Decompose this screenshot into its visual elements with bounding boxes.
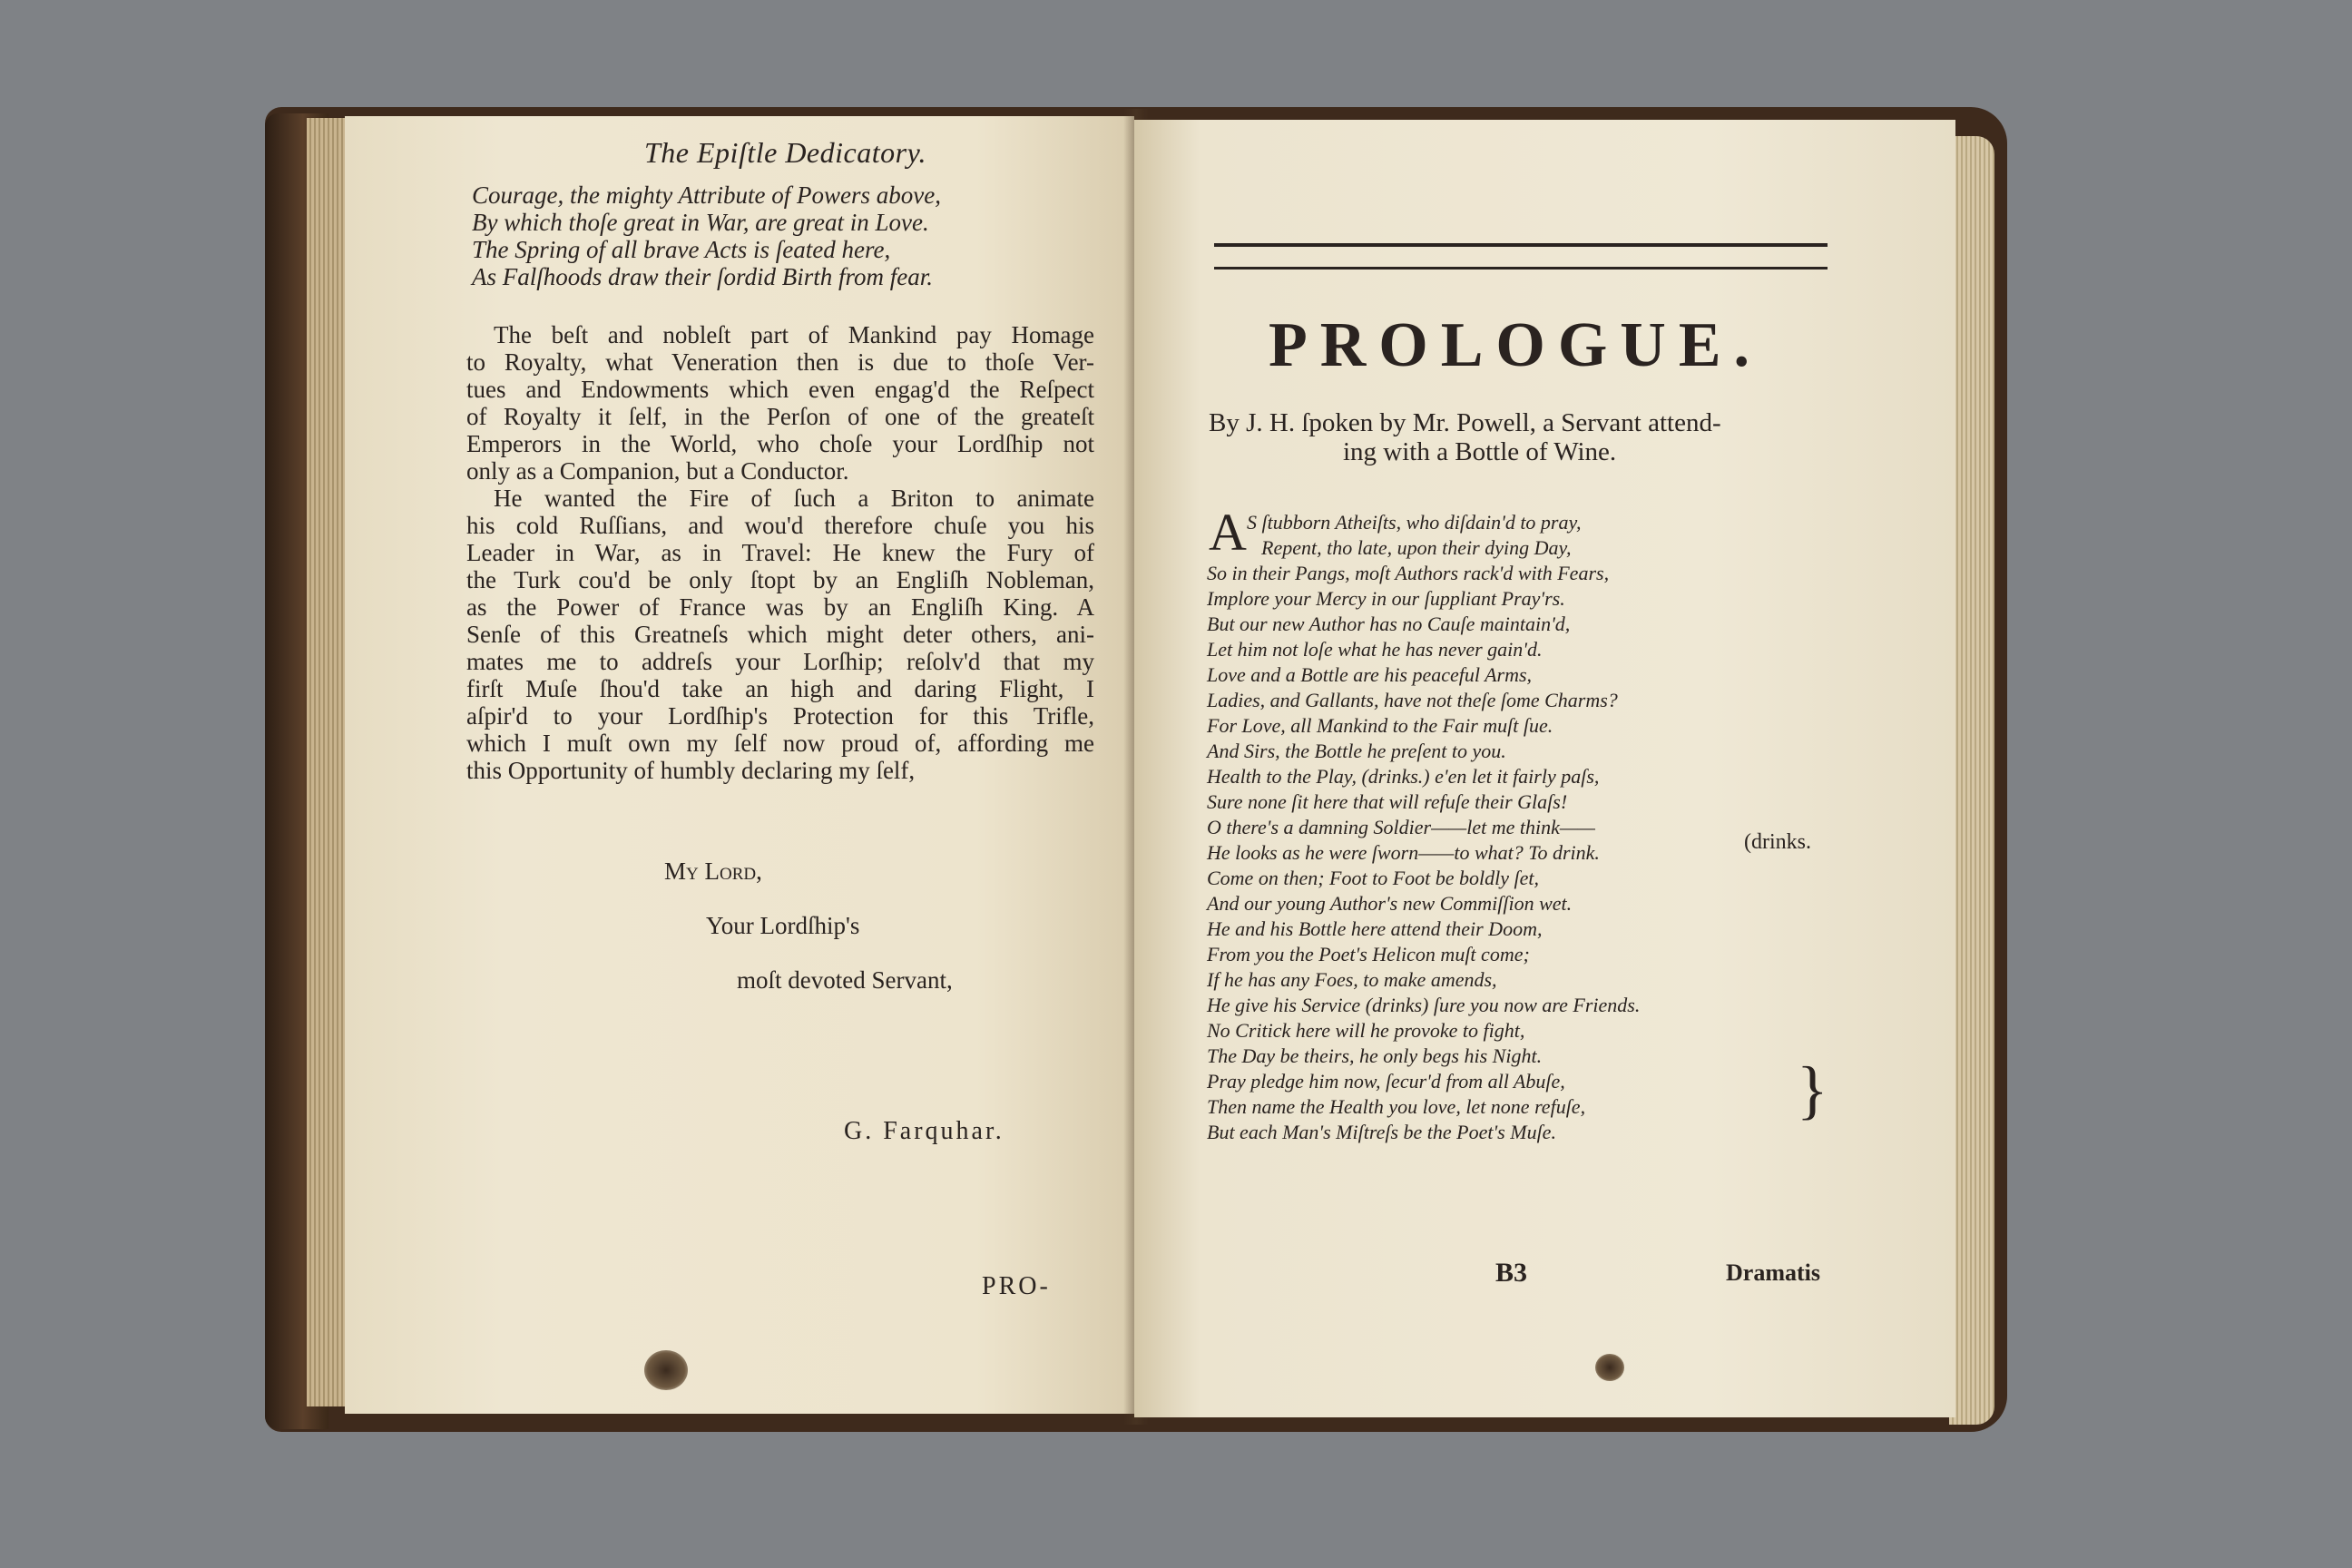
prose-line: of Royalty it ſelf, in the Perſon of one of the greateſt	[466, 403, 1094, 430]
poem-line: If he has any Foes, to make amends,	[1207, 968, 1497, 991]
poem-line: Pray pledge him now, ſecur'd from all Abuſe,	[1207, 1070, 1565, 1093]
poem-line: And Sirs, the Bottle he preſent to you.	[1207, 740, 1506, 762]
poem-line: S ſtubborn Atheiſts, who diſdain'd to pray,	[1247, 511, 1582, 534]
poem-line: Then name the Health you love, let none refuſe,	[1207, 1095, 1586, 1118]
prose-line: The beſt and nobleſt part of Mankind pay Homage	[494, 321, 1094, 348]
verse-line: By which thoſe great in War, are great in Love.	[472, 209, 929, 236]
poem-line: Repent, tho late, upon their dying Day,	[1261, 536, 1572, 559]
catchword: PRO-	[982, 1272, 1051, 1300]
foxing-stain	[1595, 1354, 1624, 1381]
prose-line: only as a Companion, but a Conductor.	[466, 457, 849, 485]
poem-line: He and his Bottle here attend their Doom,	[1207, 917, 1543, 940]
show-through-text	[490, 897, 496, 924]
poem-line: O there's a damning Soldier——let me think——	[1207, 816, 1595, 838]
prose-line: firſt Muſe ſhou'd take an high and daring Flight, I	[466, 675, 1094, 702]
poem-line: Health to the Play, (drinks.) e'en let it fairly paſs,	[1207, 765, 1600, 788]
prologue-title: PROLOGUE.	[1268, 310, 1763, 380]
running-head: The Epiſtle Dedicatory.	[644, 136, 926, 169]
top-rule	[1214, 243, 1828, 247]
subscription: moſt devoted Servant,	[737, 966, 953, 994]
verse-line: The Spring of all brave Acts is ſeated here,	[472, 236, 891, 263]
foxing-stain	[644, 1350, 688, 1390]
poem-line: For Love, all Mankind to the Fair muſt ſue.	[1207, 714, 1553, 737]
poem-line: But each Man's Miſtreſs be the Poet's Muſe.	[1207, 1121, 1556, 1143]
poem-line: Come on then; Foot to Foot be boldly ſet,	[1207, 867, 1539, 889]
prose-line: his cold Ruſſians, and wou'd therefore chuſe you his	[466, 512, 1094, 539]
poem-line: Let him not loſe what he has never gain'd.	[1207, 638, 1543, 661]
poem-line: And our young Author's new Commiſſion wet.	[1207, 892, 1573, 915]
prose-line: which I muſt own my ſelf now proud of, affording me	[466, 730, 1094, 757]
poem-line: Sure none ſit here that will refuſe their Glaſs!	[1207, 790, 1568, 813]
poem-line: But our new Author has no Cauſe maintain'd,	[1207, 612, 1571, 635]
drop-cap: A	[1209, 503, 1247, 562]
signature-mark: B3	[1495, 1258, 1528, 1288]
page-block-right-edge	[1949, 136, 1994, 1425]
byline: By J. H. ſpoken by Mr. Powell, a Servant attend-	[1209, 408, 1721, 437]
brace-mark: }	[1797, 1054, 1828, 1126]
poem-line: So in their Pangs, moſt Authors rack'd with Fears,	[1207, 562, 1610, 584]
poem-line: From you the Poet's Helicon muſt come;	[1207, 943, 1530, 965]
poem-line: He looks as he were ſworn——to what? To drink.	[1207, 841, 1600, 864]
prose-line: Emperors in the World, who choſe your Lordſhip not	[466, 430, 1094, 457]
left-page	[345, 116, 1134, 1414]
verse-line: As Falſhoods draw their ſordid Birth from fear.	[472, 263, 934, 290]
catchword: Dramatis	[1726, 1259, 1820, 1286]
closing: Your Lordſhip's	[706, 912, 860, 939]
prose-line: mates me to addreſs your Lorſhip; reſolv'd that my	[466, 648, 1094, 675]
prose-line: as the Power of France was by an Engliſh King. A	[466, 593, 1094, 621]
stage-direction: (drinks.	[1744, 830, 1811, 854]
prose-line: the Turk cou'd be only ſtopt by an Engliſh Nobleman,	[466, 566, 1094, 593]
verse-line: Courage, the mighty Attribute of Powers above,	[472, 181, 941, 209]
prose-line: tues and Endowments which even engag'd the Reſpect	[466, 376, 1094, 403]
poem-line: Ladies, and Gallants, have not theſe ſome Charms?	[1207, 689, 1618, 711]
prose-line: Senſe of this Greatneſs which might deter others, ani-	[466, 621, 1094, 648]
prose-line: Leader in War, as in Travel: He knew the Fury of	[466, 539, 1094, 566]
prose-line: this Opportunity of humbly declaring my ſelf,	[466, 757, 916, 784]
poem-line: He give his Service (drinks) ſure you now are Friends.	[1207, 994, 1641, 1016]
prose-line: He wanted the Fire of ſuch a Briton to animate	[494, 485, 1094, 512]
poem-line: Implore your Mercy in our ſuppliant Pray'rs.	[1207, 587, 1565, 610]
right-page	[1134, 120, 1955, 1417]
salutation: My Lord,	[664, 858, 762, 885]
signature: G. Farquhar.	[844, 1117, 1004, 1145]
prose-line: to Royalty, what Veneration then is due to thoſe Ver-	[466, 348, 1094, 376]
top-rule	[1214, 267, 1828, 270]
prose-line: aſpir'd to your Lordſhip's Protection for this Trifle,	[466, 702, 1094, 730]
byline: ing with a Bottle of Wine.	[1343, 437, 1617, 466]
poem-line: Love and a Bottle are his peaceful Arms,	[1207, 663, 1533, 686]
poem-line: The Day be theirs, he only begs his Night.	[1207, 1044, 1543, 1067]
poem-line: No Critick here will he provoke to fight,	[1207, 1019, 1525, 1042]
